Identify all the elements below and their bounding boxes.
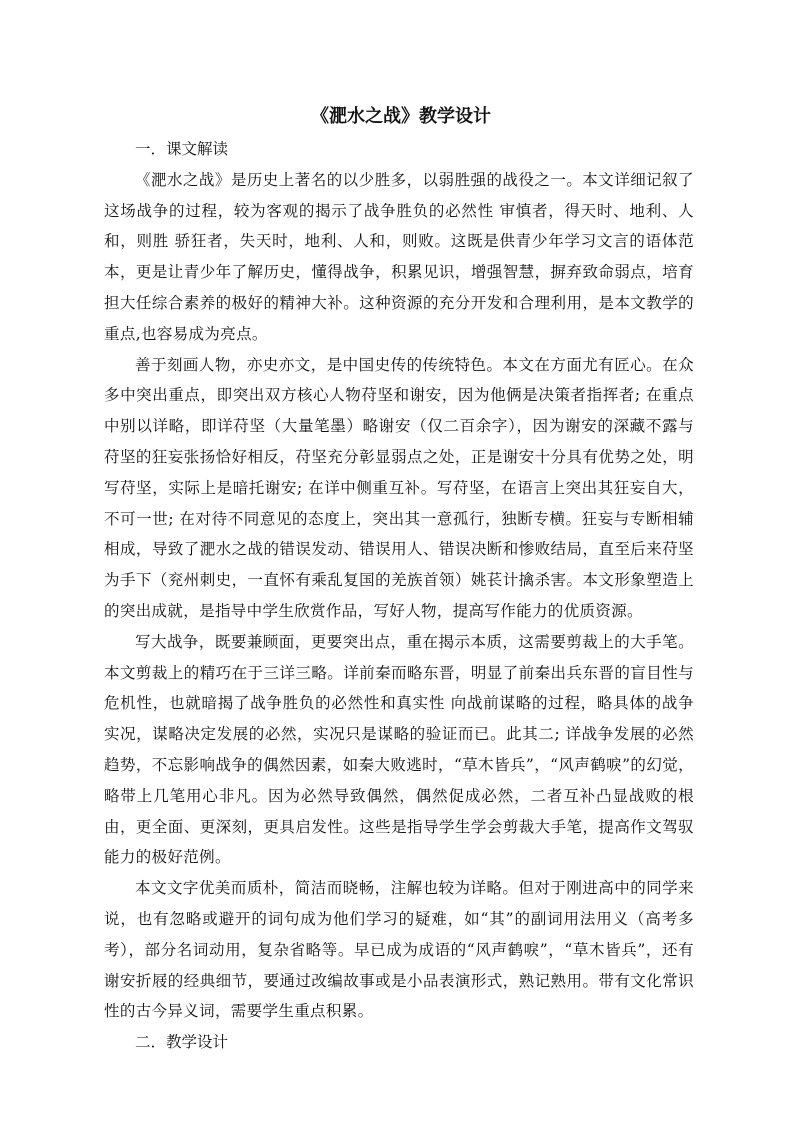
section-heading-2: 二．教学设计: [135, 1033, 229, 1052]
paragraph-2: 善于刻画人物，亦史亦文，是中国史传的传统特色。本文在方面尤有匠心。在众多中突出重点，即突出双方核心人物苻坚和谢安，因为他俩是决策者指挥者; 在重点中别以详略，即详苻坚（大量笔墨）略谢安（仅二百余字），因为谢安的深藏不露与苻坚的狂妄张扬恰好相反，苻坚充分彰显弱点之处，正是谢安十分具有优势之处，明写苻坚，实际上是暗托谢安; 在详中侧重互补。写苻坚，在语言上突出其狂妄自大，不可一世; 在对待不同意见的态度上，突出其一意孤行，独断专横。狂妄与专断相辅相成，导致了淝水之战的错误发动、错误用人、错误决断和惨败结局，直至后来苻坚为手下（兖州刺史，一直怀有乘乱复国的羌族首领）姚苌计擒杀害。本文形象塑造上的突出成就，是指导中学生欣赏作品，写好人物，提高写作能力的优质资源。: [104, 355, 694, 620]
paragraph-1: 《淝水之战》是历史上著名的以少胜多，以弱胜强的战役之一。本文详细记叙了这场战争的过程，较为客观的揭示了战争胜负的必然性 审慎者，得天时、地利、人和，则胜 骄狂者，失天时，地利、人和，则败。这既是供青少年学习文言的语体范本，更是让青少年了解历史，懂得战争，积累见识，增强智慧，摒弃致命弱点，培育担大任综合素养的极好的精神大补。这种资源的充分开发和合理利用，是本文教学的重点,也容易成为亮点。: [104, 170, 694, 343]
document-body: [104, 102, 694, 1058]
section-heading-1: 一．课文解读: [135, 140, 229, 158]
paragraph-4: 本文文字优美而质朴，简洁而晓畅，注解也较为详略。但对于刚进高中的同学来说，也有忽略或避开的词句成为他们学习的疑难，如“其”的副词用法用义（高考多考），部分名词动用，复杂省略等。早已成为成语的“风声鹤唳”，“草木皆兵”，还有谢安折屐的经典细节，要通过改编故事或是小品表演形式，熟记熟用。带有文化常识性的古今异义词，需要学生重点积累。: [104, 879, 694, 1021]
paragraph-3: 写大战争，既要兼顾面，更要突出点，重在揭示本质，这需要剪裁上的大手笔。本文剪裁上的精巧在于三详三略。详前秦而略东晋，明显了前秦出兵东晋的盲目性与危机性，也就暗揭了战争胜负的必然性和真实性 向战前谋略的过程，略具体的战争实况，谋略决定发展的必然，实况只是谋略的验证而已。此其二; 详战争发展的必然趋势，不忘影响战争的偶然因素，如秦大败逃时，“草木皆兵”，“风声鹤唳”的幻觉，略带上几笔用心非凡。因为必然导致偶然，偶然促成必然，二者互补凸显战败的根由，更全面、更深刻，更具启发性。这些是指导学生学会剪裁大手笔，提高作文驾驭能力的极好范例。: [104, 632, 694, 867]
document-title: 《淝水之战》教学设计: [311, 106, 491, 127]
